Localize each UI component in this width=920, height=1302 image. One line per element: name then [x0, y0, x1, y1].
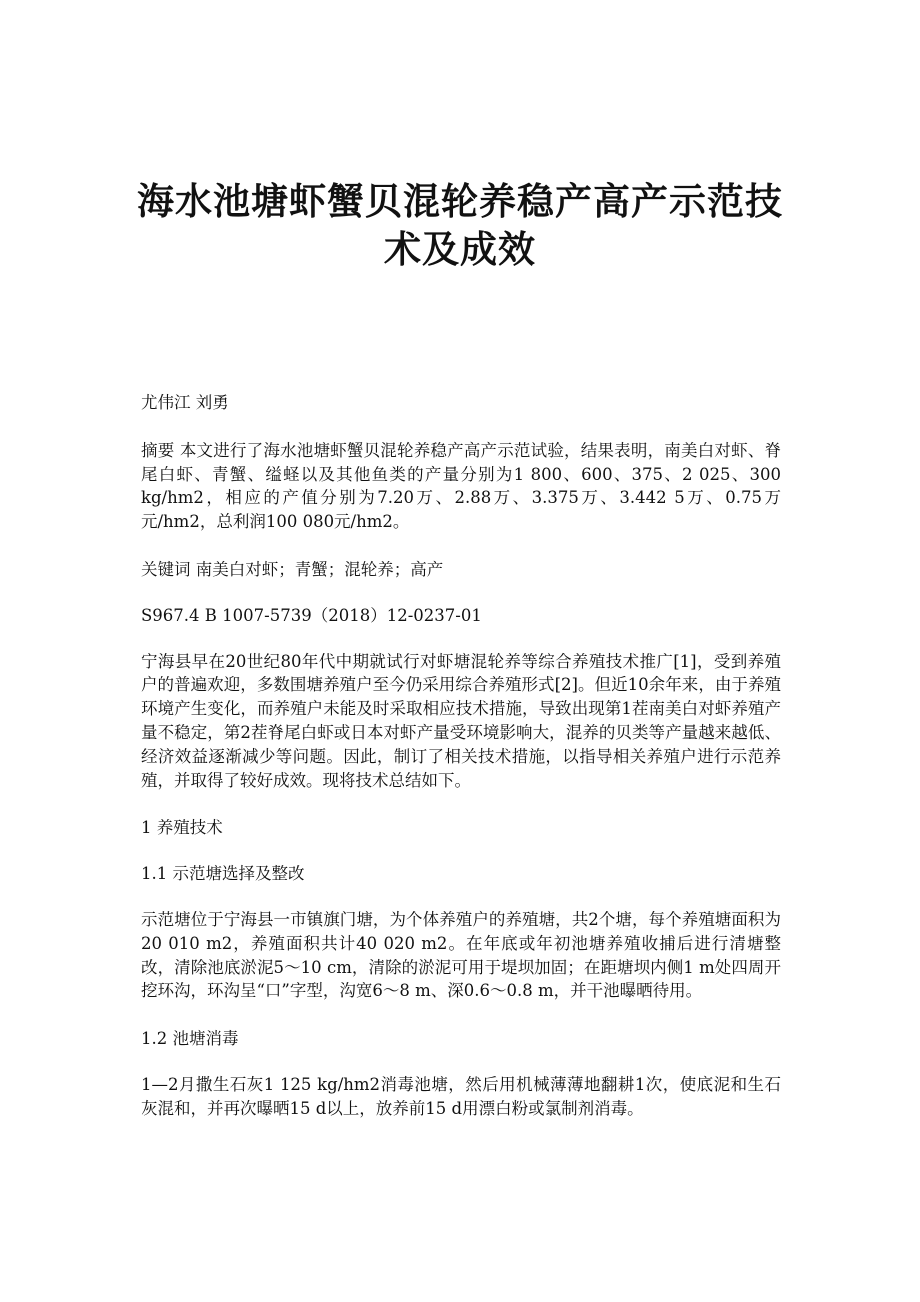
section-1-2-paragraph: 1—2月撒生石灰1 125 kg/hm2消毒池塘，然后用机械薄薄地翻耕1次，使底泥和生石灰混和，并再次曝晒15 d以上，放养前15 d用漂白粉或氯制剂消毒。 — [141, 1074, 781, 1118]
document-title: 海水池塘虾蟹贝混轮养稳产高产示范技术及成效 — [137, 180, 783, 271]
authors: 尤伟江 刘勇 — [141, 393, 229, 412]
intro-paragraph: 宁海县早在20世纪80年代中期就试行对虾塘混轮养等综合养殖技术推广[1]，受到养殖户的普遍欢迎，多数围塘养殖户至今仍采用综合养殖形式[2]。但近10余年来，由于养殖环境产生变化，而养殖户未能及时采取相应技术措施，导致出现第1茬南美白对虾养殖产量不稳定，第2茬脊尾白虾或日本对虾产量受环境影响大，混养的贝类等产量越来越低、经济效益逐渐减少等问题。因此，制订了相关技术措施，以指导相关养殖户进行示范养殖，并取得了较好成效。现将技术总结如下。 — [141, 651, 781, 790]
section-heading-1-2: 1.2 池塘消毒 — [141, 1029, 239, 1049]
document-body — [141, 391, 781, 1145]
keywords: 关键词 南美白对虾；青蟹；混轮养；高产 — [141, 559, 444, 579]
section-heading-1: 1 养殖技术 — [141, 818, 223, 838]
classification-code: S967.4 B 1007-5739（2018）12-0237-01 — [141, 605, 482, 625]
abstract: 摘要 本文进行了海水池塘虾蟹贝混轮养稳产高产示范试验，结果表明，南美白对虾、脊尾白虾、青蟹、缢蛏以及其他鱼类的产量分别为1 800、600、375、2 025、300 kg/hm2，相应的产值分别为7.20万、2.88万、3.375万、3.442 5万、0.75万元/hm2，总利润100 080元/hm2。 — [141, 440, 781, 532]
section-1-1-paragraph: 示范塘位于宁海县一市镇旗门塘，为个体养殖户的养殖塘，共2个塘，每个养殖塘面积为20 010 m2，养殖面积共计40 020 m2。在年底或年初池塘养殖收捕后进行清塘整改，清除池底淤泥5～10 cm，清除的淤泥可用于堤坝加固；在距塘坝内侧1 m处四周开挖环沟，环沟呈“口”字型，沟宽6～8 m、深0.6～0.8 m，并干池曝晒待用。 — [141, 909, 781, 1001]
section-heading-1-1: 1.1 示范塘选择及整改 — [141, 864, 305, 884]
